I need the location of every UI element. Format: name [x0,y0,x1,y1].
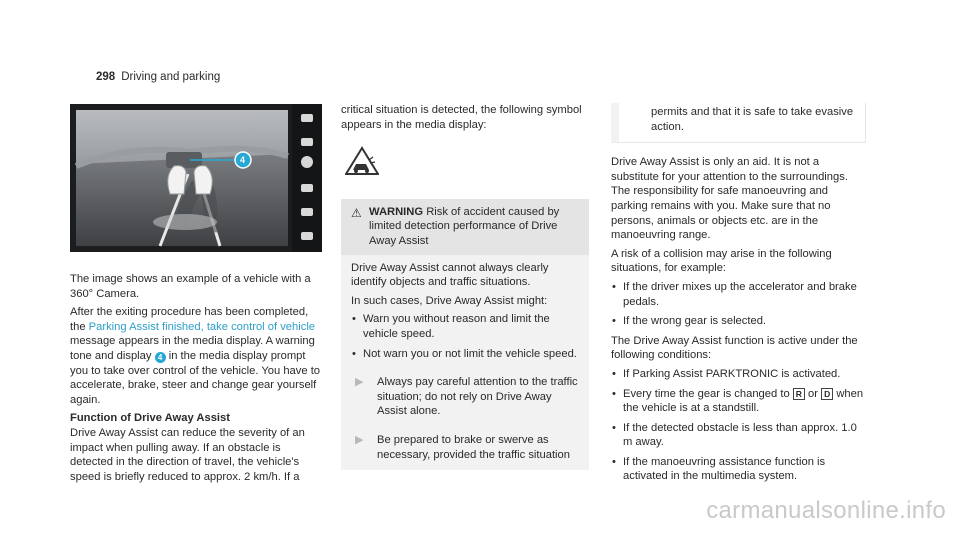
warning-continuation-box [611,103,866,143]
collision-risk-intro: A risk of a collision may arise in the following situations, for example: [611,247,832,275]
function-description: Drive Away Assist can reduce the severity of an impact when pulling away. If an obstacle is detected in the direction of travel, the vehicle's speed is briefly reduced to approx. 2 km/h. If a [70,426,305,483]
display-marker-badge: 4 [155,352,166,363]
list-item: • Not warn you or not limit the vehicle speed. [351,347,581,362]
list-item: • If the driver mixes up the accelerator and brake pedals. [611,280,866,309]
list-item: • Warn you without reason and limit the vehicle speed. [351,312,581,341]
exit-procedure-text: After the exiting procedure has been completed, the Parking Assist finished, take control of vehicle message appears in the media display. A warning tone and display 4 in the media display prompt you to take over control of the vehicle. You have to accelerate, brake, steer and change gear yourself again. [70,306,321,406]
column-3 [611,103,866,489]
conditions-list [611,367,866,484]
site-watermark: carmanualsonline.info [706,497,946,524]
collision-warning-symbol [345,146,589,181]
warning-list [351,312,581,361]
warning-label: WARNING [369,205,424,218]
warning-triangle-icon: ⚠ [351,205,362,220]
warning-box [341,199,589,470]
conditions-intro: The Drive Away Assist function is active under the following conditions: [611,334,858,362]
image-caption: The image shows an example of a vehicle with a 360° Camera. [70,273,311,300]
column-1 [70,272,325,488]
section-heading: Function of Drive Away Assist [70,412,230,425]
aid-notice: Drive Away Assist is only an aid. It is not a substitute for your attention to the surroundings. The responsibility for safe manoeuvring and parking remains with you. Make sure that no persons, animals or objects etc. are in the manoeuvring range. [611,156,848,242]
car-collision-icon [345,146,379,176]
camera-display-figure [70,104,322,252]
gear-r-key: R [793,388,805,400]
safety-tip: ▶ Always pay careful attention to the traffic situation; do not rely on Drive Away Assist alone. [351,375,581,419]
list-item: • If the detected obstacle is less than approx. 1.0 m away. [611,421,866,450]
warning-intro: In such cases, Drive Away Assist might: [351,294,548,307]
warning-body-text: Drive Away Assist cannot always clearly identify objects and traffic situations. [351,261,549,289]
list-item: • If Parking Assist PARKTRONIC is activated. [611,367,866,382]
gear-d-key: D [821,388,833,400]
arrow-right-icon: ▶ [355,433,364,446]
list-item: • Every time the gear is changed to R or D when the vehicle is at a standstill. [611,387,866,416]
warning-header [341,199,589,255]
safety-tip: ▶ Be prepared to brake or swerve as necessary, provided the traffic situation [351,433,581,462]
continuation-text: permits and that it is safe to take evasive action. [651,106,854,133]
column-2 [341,103,589,470]
list-item: • If the manoeuvring assistance function is activated in the multimedia system. [611,455,866,484]
list-item: • If the wrong gear is selected. [611,314,866,329]
warning-body [341,255,589,471]
figure-callout-marker: 4 [240,155,246,165]
section-title: Driving and parking [121,71,221,83]
page-header [96,71,220,83]
critical-situation-text: critical situation is detected, the following symbol appears in the media display: [341,104,582,131]
risk-list [611,280,866,329]
page-number: 298 [96,71,116,83]
message-link: Parking Assist finished, take control of vehicle [88,320,316,333]
warning-title: Risk of accident caused by limited detection performance of Drive Away Assist [369,205,560,247]
camera-view-illustration [70,104,322,252]
arrow-right-icon: ▶ [355,376,364,389]
